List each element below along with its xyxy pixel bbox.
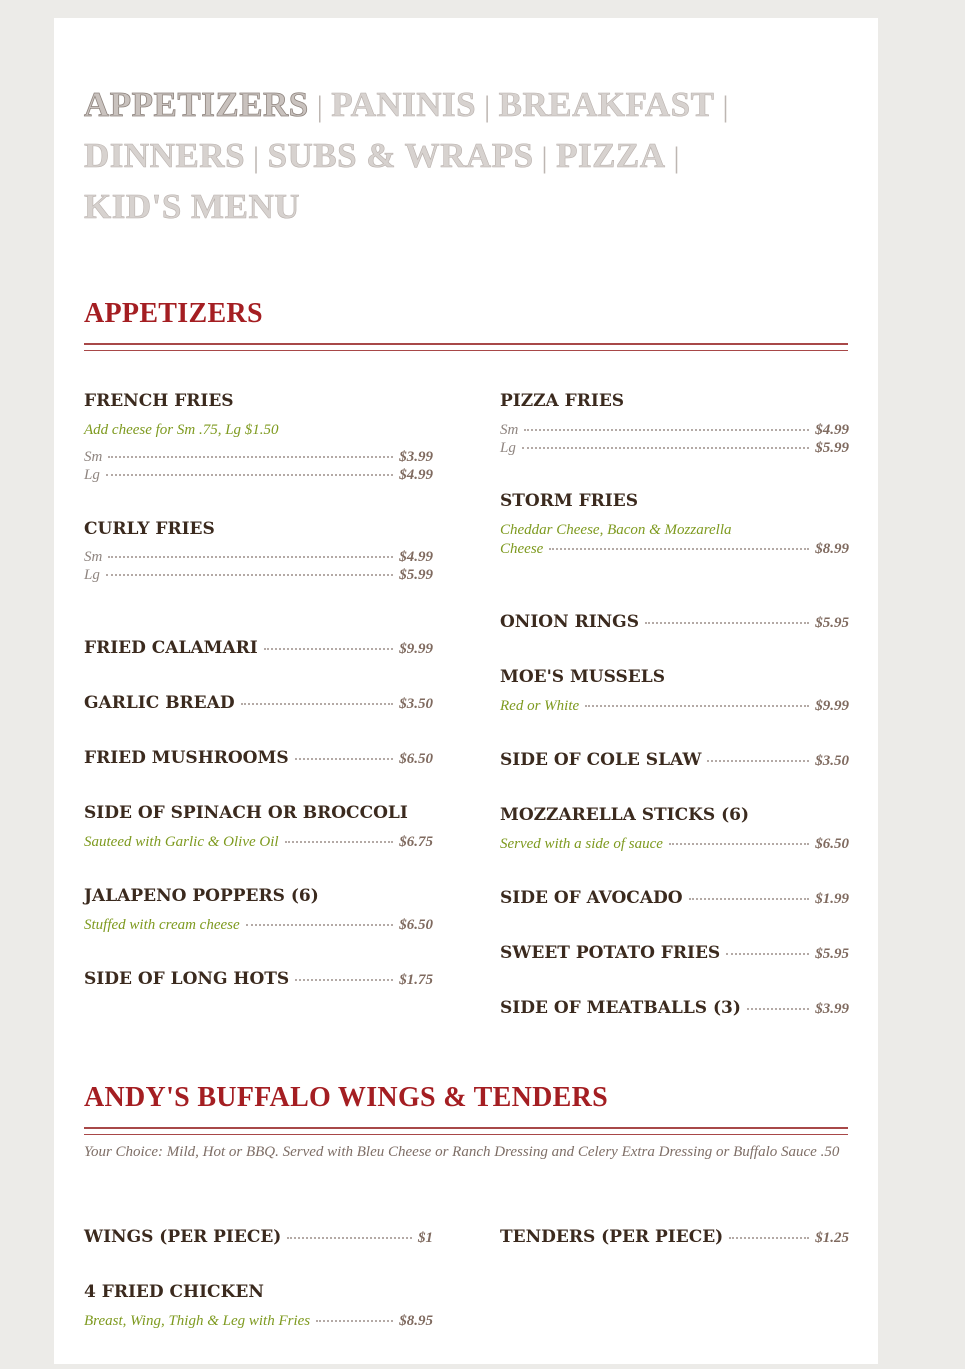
item-name: JALAPENO POPPERS (6) <box>84 886 319 906</box>
menu-item-fried-chicken <box>84 1281 433 1331</box>
dot-leader <box>264 648 394 650</box>
item-price: $6.50 <box>399 917 433 933</box>
menu-item-garlic-bread <box>84 692 433 714</box>
item-name: SIDE OF AVOCADO <box>500 888 683 908</box>
menu-item-french-fries <box>84 390 433 484</box>
item-name: TENDERS (PER PIECE) <box>500 1227 724 1247</box>
dot-leader <box>316 1320 393 1322</box>
menu-item-fried-mushrooms <box>84 747 433 769</box>
dot-leader <box>707 760 809 762</box>
menu-item-pizza-fries <box>500 390 849 457</box>
item-name: SIDE OF LONG HOTS <box>84 969 290 989</box>
item-name: ONION RINGS <box>500 612 639 632</box>
dot-leader <box>106 474 393 476</box>
dot-leader <box>108 556 393 558</box>
dot-leader <box>241 703 394 705</box>
dot-leader <box>295 979 393 981</box>
nav-paninis[interactable]: PANINIS <box>331 85 477 124</box>
menu-item-avocado <box>500 887 849 909</box>
item-name: WINGS (PER PIECE) <box>84 1227 282 1247</box>
price-row <box>84 833 433 852</box>
nav-appetizers[interactable]: APPETIZERS <box>84 85 309 124</box>
nav-dinners[interactable]: DINNERS <box>84 136 246 175</box>
dot-leader <box>522 447 809 449</box>
price-row <box>84 1312 433 1331</box>
section-note: Your Choice: Mild, Hot or BBQ. Served with Bleu Cheese or Ranch Dressing and Celery Extra Dressing or Buffalo Sauce .50 <box>84 1144 840 1160</box>
item-name: CURLY FRIES <box>84 519 215 539</box>
size-row <box>84 566 433 584</box>
price-row <box>84 916 433 935</box>
item-name: PIZZA FRIES <box>500 391 625 411</box>
item-name: MOZZARELLA STICKS (6) <box>500 805 750 825</box>
item-name: FRIED MUSHROOMS <box>84 748 289 768</box>
menu-item-cole-slaw <box>500 749 849 771</box>
item-name: GARLIC BREAD <box>84 693 235 713</box>
item-price: $1.75 <box>399 972 433 988</box>
menu-item-fried-calamari <box>84 637 433 659</box>
nav-pizza[interactable]: PIZZA <box>556 136 666 175</box>
size-label: Sm <box>500 422 519 438</box>
item-price: $5.95 <box>815 946 849 962</box>
item-price: $4.99 <box>815 422 849 438</box>
item-description: Served with a side of sauce <box>500 836 663 852</box>
price-row <box>500 697 849 716</box>
item-price: $6.75 <box>399 834 433 850</box>
nav-separator: | <box>253 141 260 174</box>
section-divider <box>84 343 848 351</box>
nav-separator: | <box>484 90 491 123</box>
size-label: Lg <box>84 467 100 483</box>
item-price: $6.50 <box>399 751 433 767</box>
menu-item-mozzarella-sticks <box>500 804 849 854</box>
menu-item-onion-rings <box>500 611 849 633</box>
item-price: $5.99 <box>815 440 849 456</box>
item-price: $1 <box>418 1230 433 1246</box>
dot-leader <box>246 924 394 926</box>
item-description: Sauteed with Garlic & Olive Oil <box>84 834 279 850</box>
item-name: FRENCH FRIES <box>84 391 234 411</box>
dot-leader <box>524 429 809 431</box>
nav-separator: | <box>541 141 549 174</box>
dot-leader <box>285 841 394 843</box>
size-label: Lg <box>84 567 100 583</box>
nav-subs-wraps[interactable]: SUBS & WRAPS <box>267 136 534 175</box>
size-label: Sm <box>84 449 103 465</box>
item-price: $5.95 <box>815 615 849 631</box>
item-price: $3.50 <box>399 696 433 712</box>
price-row <box>500 835 849 854</box>
item-price: $9.99 <box>399 641 433 657</box>
item-name: SIDE OF COLE SLAW <box>500 750 702 770</box>
section-title-appetizers: APPETIZERS <box>84 298 263 329</box>
menu-item-wings <box>84 1226 433 1248</box>
item-name: SWEET POTATO FRIES <box>500 943 721 963</box>
item-name: MOE'S MUSSELS <box>500 667 665 687</box>
dot-leader <box>645 622 809 624</box>
nav-kids-menu[interactable]: KID'S MENU <box>84 187 300 226</box>
item-price: $5.99 <box>399 567 433 583</box>
dot-leader <box>585 705 809 707</box>
size-row <box>500 439 849 457</box>
size-row <box>84 466 433 484</box>
size-label: Lg <box>500 440 516 456</box>
item-price: $8.95 <box>399 1313 433 1329</box>
item-price: $1.99 <box>815 891 849 907</box>
menu-item-meatballs <box>500 997 849 1019</box>
item-name: STORM FRIES <box>500 491 638 511</box>
dot-leader <box>106 574 393 576</box>
item-description: Breast, Wing, Thigh & Leg with Fries <box>84 1313 311 1329</box>
dot-leader <box>669 843 809 845</box>
dot-leader <box>108 456 393 458</box>
dot-leader <box>295 758 394 760</box>
menu-item-spinach-broccoli <box>84 802 433 852</box>
dot-leader <box>689 898 810 900</box>
item-name: 4 FRIED CHICKEN <box>84 1282 264 1302</box>
item-description: Cheddar Cheese, Bacon & Mozzarella <box>500 522 732 538</box>
menu-nav <box>84 80 764 231</box>
size-row <box>84 448 433 466</box>
menu-item-long-hots <box>84 968 433 990</box>
nav-separator: | <box>722 90 729 123</box>
nav-breakfast[interactable]: BREAKFAST <box>498 85 715 124</box>
item-price: $1.25 <box>815 1230 849 1246</box>
item-price: $4.99 <box>399 549 433 565</box>
menu-item-moes-mussels <box>500 666 849 716</box>
menu-item-storm-fries <box>500 490 849 559</box>
item-price: $3.99 <box>815 1001 849 1017</box>
menu-item-sweet-potato-fries <box>500 942 849 964</box>
menu-item-tenders <box>500 1226 849 1248</box>
item-description: Stuffed with cream cheese <box>84 917 240 933</box>
dot-leader <box>729 1237 809 1239</box>
item-price: $6.50 <box>815 836 849 852</box>
item-name: FRIED CALAMARI <box>84 638 258 658</box>
size-row <box>84 548 433 566</box>
item-description: Add cheese for Sm .75, Lg $1.50 <box>84 422 279 438</box>
menu-item-jalapeno-poppers <box>84 885 433 935</box>
section-title-wings: ANDY'S BUFFALO WINGS & TENDERS <box>84 1082 608 1113</box>
size-row <box>500 421 849 439</box>
item-price: $3.99 <box>399 449 433 465</box>
item-name: SIDE OF MEATBALLS (3) <box>500 998 741 1018</box>
item-description: Red or White <box>500 698 580 714</box>
item-price: $4.99 <box>399 467 433 483</box>
menu-page <box>54 18 878 1364</box>
price-row <box>500 540 849 559</box>
menu-item-curly-fries <box>84 518 433 584</box>
size-label: Sm <box>84 549 103 565</box>
item-price: $8.99 <box>815 541 849 557</box>
item-price: $9.99 <box>815 698 849 714</box>
dot-leader <box>747 1008 809 1010</box>
dot-leader <box>726 953 809 955</box>
dot-leader <box>287 1237 412 1239</box>
section-divider <box>84 1127 848 1135</box>
nav-separator: | <box>673 141 681 174</box>
item-price: $3.50 <box>815 753 849 769</box>
item-name: SIDE OF SPINACH OR BROCCOLI <box>84 803 408 823</box>
dot-leader <box>549 548 809 550</box>
item-description: Cheese <box>500 541 544 557</box>
nav-separator: | <box>316 90 324 123</box>
